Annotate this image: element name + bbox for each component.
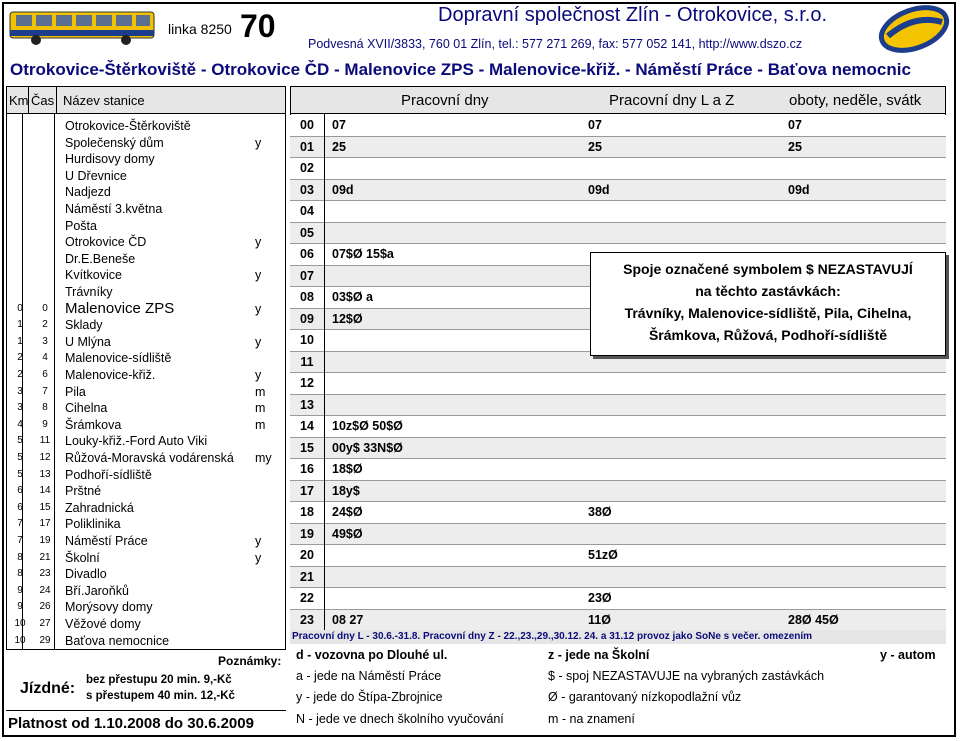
- weekday-lz-departures: 25: [588, 139, 602, 154]
- stop-time: 9: [42, 418, 48, 430]
- hour-row: [290, 610, 946, 632]
- fare-without-transfer: bez přestupu 20 min. 9,-Kč: [86, 674, 232, 686]
- stop-time: 21: [39, 551, 51, 563]
- hour-cell: 23: [300, 612, 314, 627]
- line-number: 70: [240, 8, 276, 44]
- stop-time: 13: [39, 468, 51, 480]
- stop-flag: y: [255, 550, 262, 565]
- hour-cell: 16: [300, 462, 314, 476]
- stop-km: 1: [17, 335, 23, 347]
- weekday-lz-departures: 07: [588, 118, 602, 132]
- stop-name: Zahradnická: [65, 500, 134, 515]
- stop-name: Poliklinika: [65, 517, 121, 532]
- stop-time: 26: [39, 601, 51, 613]
- legend-dollar: $ - spoj NEZASTAVUJE na vybraných zastávkách: [548, 669, 825, 683]
- weekend-departures: 28Ø 45Ø: [788, 612, 839, 627]
- weekdays-header: Pracovní dny: [401, 92, 489, 109]
- hour-cell: 12: [300, 376, 314, 390]
- stop-row: [7, 550, 285, 567]
- weekday-departures: 08 27: [332, 612, 364, 627]
- hour-cell: 20: [300, 548, 314, 562]
- legend-m: m - na znamení: [548, 712, 635, 726]
- stop-row: [7, 234, 285, 251]
- stop-km: 6: [17, 501, 23, 513]
- stop-km: 8: [17, 568, 23, 580]
- stop-km: 4: [17, 418, 23, 430]
- stop-row: [7, 417, 285, 434]
- legend-y: y - jede do Štípa-Zbrojnice: [296, 690, 443, 704]
- hour-row: [290, 158, 946, 180]
- divider: [54, 114, 55, 650]
- legend-lowfloor: Ø - garantovaný nízkopodlažní vůz: [548, 690, 742, 704]
- stop-km: 5: [17, 468, 23, 480]
- stop-time: 11: [39, 435, 51, 447]
- stop-name: Louky-křiž.-Ford Auto Viki: [65, 434, 208, 449]
- stop-row: [7, 467, 285, 484]
- hour-cell: 13: [300, 397, 314, 412]
- divider: [56, 86, 57, 114]
- time-header: Čas: [31, 93, 55, 108]
- stop-name: Náměstí 3.května: [65, 202, 163, 216]
- stop-km: 7: [17, 518, 23, 530]
- hour-row: [290, 395, 946, 417]
- stop-time: 6: [42, 369, 48, 380]
- weekday-lz-departures: 09d: [588, 182, 610, 197]
- stop-time: 3: [42, 335, 48, 347]
- weekday-departures: 12$Ø: [332, 311, 363, 326]
- stop-row: [7, 184, 285, 201]
- hour-cell: 14: [300, 419, 314, 433]
- weekday-departures: 07: [332, 118, 346, 132]
- hour-cell: 09: [300, 311, 314, 326]
- stop-name: U Mlýna: [65, 334, 111, 349]
- stop-flag: y: [255, 334, 262, 349]
- stop-name: Šrámkova: [65, 417, 122, 432]
- stop-row: [7, 284, 285, 301]
- stop-flag: m: [255, 384, 266, 399]
- weekday-departures: 10z$Ø 50$Ø: [332, 419, 403, 433]
- weekend-departures: 09d: [788, 182, 810, 197]
- hour-cell: 21: [300, 569, 314, 584]
- stop-name: Sklady: [65, 318, 103, 333]
- company-logo-icon: [876, 4, 952, 54]
- hour-cell: 11: [300, 354, 314, 369]
- hour-cell: 10: [300, 333, 314, 347]
- divider: [22, 114, 23, 650]
- stop-time: 19: [39, 535, 51, 546]
- weekday-lz-departures: 51zØ: [588, 548, 618, 562]
- bus-icon: [8, 6, 158, 48]
- stop-km: 2: [17, 369, 23, 380]
- hour-cell: 08: [300, 290, 314, 304]
- stops-list: [6, 114, 286, 650]
- stop-flag: y: [255, 534, 262, 548]
- stop-name: Pošta: [65, 218, 97, 233]
- hour-row: [290, 223, 946, 245]
- stop-time: 12: [39, 452, 51, 463]
- notice-line: Šrámkova, Růžová, Podhoří-sídliště: [648, 327, 888, 343]
- stop-row: [7, 218, 285, 235]
- stop-time: 7: [42, 385, 48, 397]
- km-header: Km: [9, 93, 29, 108]
- stop-name: Dr.E.Beneše: [65, 251, 136, 266]
- hour-cell: 18: [300, 505, 314, 519]
- weekday-departures: 49$Ø: [332, 526, 363, 541]
- weekday-lz-departures: 11Ø: [588, 612, 611, 627]
- hour-cell: 19: [300, 526, 314, 541]
- hour-row: [290, 115, 946, 137]
- hour-row: [290, 459, 946, 481]
- stop-row: [7, 483, 285, 500]
- weekday-departures: 18y$: [332, 483, 360, 498]
- stop-row: [7, 400, 285, 417]
- notice-line: na těchto zastávkách:: [695, 283, 841, 299]
- hour-cell: 03: [300, 182, 314, 197]
- stop-row: [7, 367, 285, 384]
- legend-a: a - jede na Náměstí Práce: [296, 669, 442, 683]
- weekend-header: oboty, neděle, svátk: [789, 92, 922, 109]
- stop-time: 23: [39, 568, 51, 580]
- stop-name-header: Název stanice: [63, 93, 145, 108]
- stop-row: [7, 334, 285, 351]
- stop-time: 0: [42, 302, 48, 314]
- stop-name: Školní: [65, 550, 100, 565]
- stop-row: [7, 500, 285, 517]
- hour-cell: 04: [300, 204, 314, 218]
- stop-row: [7, 633, 285, 650]
- hour-row: [290, 588, 946, 610]
- stop-km: 1: [17, 319, 23, 331]
- company-address: Podvesná XVII/3833, 760 01 Zlín, tel.: 577 271 269, fax: 577 052 141, http://www.dszo.cz: [308, 37, 803, 51]
- weekend-departures: 25: [788, 139, 802, 154]
- weekday-departures: 03$Ø a: [332, 290, 374, 304]
- stop-name: Hurdisovy domy: [65, 152, 155, 167]
- divider: [28, 86, 29, 114]
- stop-name: Otrokovice ČD: [65, 235, 147, 250]
- timetable-header: [290, 86, 946, 114]
- stop-km: 0: [17, 302, 23, 314]
- hour-cell: 22: [300, 591, 314, 605]
- stop-name: Cihelna: [65, 401, 108, 416]
- stop-flag: m: [255, 417, 266, 432]
- stop-name: Morýsovy domy: [65, 600, 153, 615]
- stop-name: Malenovice ZPS: [65, 300, 175, 317]
- stop-name: Bří.Jaroňků: [65, 583, 129, 598]
- stop-row: [7, 201, 285, 218]
- line-label: linka 8250: [168, 21, 232, 37]
- hour-row: [290, 180, 946, 202]
- weekend-departures: 07: [788, 118, 802, 132]
- hour-cell: 00: [300, 118, 314, 132]
- hour-row: [290, 567, 946, 589]
- notes-label: Poznámky:: [218, 654, 282, 668]
- stop-time: 2: [42, 319, 48, 331]
- stop-km: 3: [17, 402, 23, 414]
- stop-name: U Dřevnice: [65, 168, 127, 183]
- stop-time: 14: [39, 485, 51, 497]
- weekday-departures: 07$Ø 15$a: [332, 247, 394, 261]
- stop-row: [7, 301, 285, 318]
- company-name: Dopravní společnost Zlín - Otrokovice, s.r.o.: [438, 4, 828, 26]
- stop-name: Divadlo: [65, 567, 107, 582]
- stop-km: 7: [17, 535, 23, 546]
- stop-row: [7, 599, 285, 616]
- weekday-lz-departures: 38Ø: [588, 505, 612, 519]
- stop-km: 10: [14, 618, 26, 629]
- stop-time: 27: [39, 618, 51, 629]
- weekday-departures: 18$Ø: [332, 462, 363, 476]
- stop-km: 6: [17, 485, 23, 497]
- weekday-departures: 25: [332, 139, 346, 154]
- stop-name: Podhoří-sídliště: [65, 467, 152, 482]
- stop-flag: m: [255, 401, 266, 416]
- hour-row: [290, 545, 946, 567]
- stop-row: [7, 267, 285, 284]
- stop-km: 2: [17, 352, 23, 364]
- hour-cell: 15: [300, 440, 314, 455]
- hour-row: [290, 524, 946, 546]
- stop-name: Trávníky: [65, 285, 113, 299]
- hour-row: [290, 502, 946, 524]
- hour-cell: 01: [300, 139, 314, 154]
- stops-header: [6, 86, 286, 114]
- divider: [324, 114, 325, 630]
- stop-name: Prštné: [65, 484, 102, 499]
- stop-name: Pila: [65, 384, 86, 399]
- weekday-departures: 09d: [332, 182, 354, 197]
- stop-name: Růžová-Moravská vodárenská: [65, 451, 234, 465]
- validity-period: Platnost od 1.10.2008 do 30.6.2009: [6, 710, 286, 736]
- stop-time: 8: [42, 402, 48, 414]
- hour-row: [290, 373, 946, 395]
- stop-row: [7, 135, 285, 152]
- stop-flag: y: [255, 368, 262, 382]
- legend-z: z - jede na Školní: [548, 648, 650, 662]
- notice-line: Trávníky, Malenovice-sídliště, Pila, Cihelna,: [624, 305, 912, 321]
- fare-label: Jízdné:: [20, 680, 76, 697]
- stop-km: 10: [14, 634, 26, 646]
- hour-row: [290, 438, 946, 460]
- stop-name: Nadjezd: [65, 185, 111, 200]
- stop-km: 9: [17, 601, 23, 613]
- stop-row: [7, 118, 285, 135]
- stop-time: 29: [39, 634, 51, 646]
- notice-box: [590, 252, 946, 356]
- notice-line: Spoje označené symbolem $ NEZASTAVUJÍ: [623, 261, 913, 277]
- stop-row: [7, 516, 285, 533]
- hour-row: [290, 416, 946, 438]
- stop-km: 5: [17, 452, 23, 463]
- legend-d: d - vozovna po Dlouhé ul.: [296, 648, 448, 662]
- stop-name: Náměstí Práce: [65, 534, 148, 548]
- stop-name: Malenovice-sídliště: [65, 351, 172, 366]
- stop-row: [7, 450, 285, 467]
- hour-row: [290, 481, 946, 503]
- stop-name: Věžové domy: [65, 617, 141, 631]
- stop-flag: y: [255, 301, 262, 316]
- legend-n: N - jede ve dnech školního vyučování: [296, 712, 504, 726]
- date-bar: Pracovní dny L - 30.6.-31.8. Pracovní dny Z - 22.,23.,29.,30.12. 24. a 31.12 provoz jako SoNe s večer. omezením: [290, 630, 946, 644]
- stop-flag: y: [255, 235, 262, 250]
- stop-row: [7, 151, 285, 168]
- legend-y-auto: y - autom: [880, 648, 936, 662]
- stop-row: [7, 616, 285, 633]
- hour-cell: 06: [300, 247, 314, 261]
- stop-time: 17: [39, 518, 51, 530]
- route-title: Otrokovice-Štěrkoviště - Otrokovice ČD - Malenovice ZPS - Malenovice-křiž. - Náměstí Práce - Baťova nemocnic: [10, 60, 911, 79]
- weekday-lz-departures: 23Ø: [588, 591, 612, 605]
- stop-row: [7, 566, 285, 583]
- stop-km: 9: [17, 584, 23, 596]
- stop-time: 15: [39, 501, 51, 513]
- stop-name: Otrokovice-Štěrkoviště: [65, 119, 191, 133]
- hour-cell: 07: [300, 268, 314, 283]
- stop-name: Kvítkovice: [65, 268, 122, 283]
- stop-row: [7, 533, 285, 550]
- stop-row: [7, 433, 285, 450]
- stop-time: 4: [42, 352, 48, 364]
- stop-row: [7, 168, 285, 185]
- fare-with-transfer: s přestupem 40 min. 12,-Kč: [86, 690, 235, 702]
- stop-row: [7, 583, 285, 600]
- stop-flag: y: [255, 135, 262, 150]
- stop-km: 3: [17, 385, 23, 397]
- hour-cell: 02: [300, 161, 314, 175]
- hour-cell: 17: [300, 483, 314, 498]
- hour-row: [290, 201, 946, 223]
- stop-row: [7, 350, 285, 367]
- stop-time: 24: [39, 584, 51, 596]
- weekdays-lz-header: Pracovní dny L a Z: [609, 92, 735, 109]
- hour-cell: 05: [300, 225, 314, 240]
- weekday-departures: 00y$ 33N$Ø: [332, 440, 403, 455]
- stop-name: Společenský dům: [65, 135, 164, 150]
- stop-row: [7, 317, 285, 334]
- stop-km: 5: [17, 435, 23, 447]
- stop-flag: y: [255, 268, 262, 283]
- stop-flag: my: [255, 451, 272, 465]
- stop-row: [7, 251, 285, 268]
- stop-name: Baťova nemocnice: [65, 633, 170, 648]
- hour-row: [290, 137, 946, 159]
- stop-name: Malenovice-křiž.: [65, 368, 156, 382]
- stop-row: [7, 384, 285, 401]
- weekday-departures: 24$Ø: [332, 505, 363, 519]
- stop-km: 8: [17, 551, 23, 563]
